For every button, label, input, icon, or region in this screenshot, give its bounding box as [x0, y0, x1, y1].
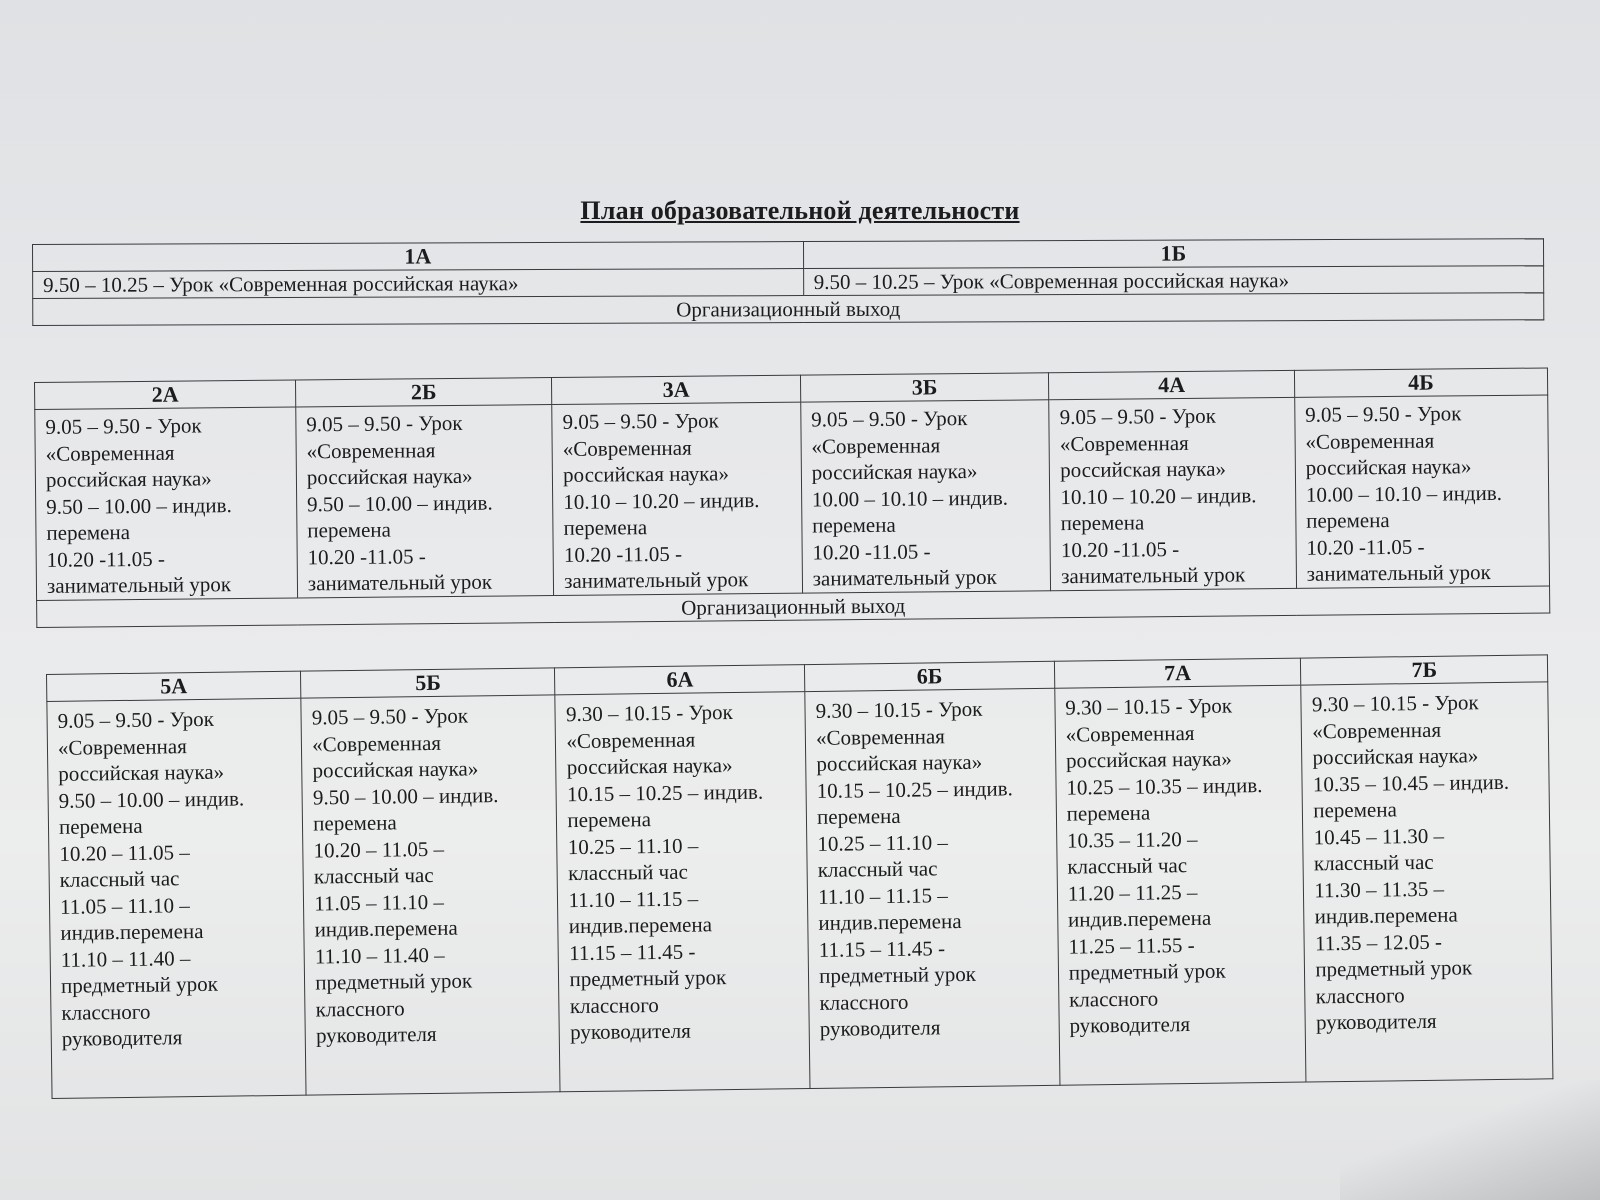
schedule-line: классного	[819, 989, 909, 1015]
schedule-line: 9.05 – 9.50 - Урок	[811, 406, 968, 432]
schedule-line: российская наука»	[58, 759, 225, 786]
schedule-line: 11.35 – 12.05 -	[1314, 929, 1443, 955]
schedule-cell-3b	[800, 400, 1050, 593]
class-header-5b: 5Б	[301, 668, 556, 698]
schedule-cell-3a	[552, 402, 802, 595]
schedule-line: перемена	[1066, 800, 1151, 826]
schedule-line: руководителя	[315, 1021, 437, 1048]
schedule-line: перемена	[58, 813, 143, 839]
schedule-table-grade-1	[32, 238, 1544, 326]
schedule-line: руководителя	[1069, 1012, 1191, 1038]
schedule-line: 10.20 -11.05 -	[1060, 536, 1180, 562]
schedule-line: 10.15 – 10.25 – индив.	[566, 779, 764, 806]
schedule-line: перемена	[1306, 507, 1390, 533]
schedule-line: российская наука»	[312, 756, 479, 783]
schedule-line: 10.20 -11.05 -	[563, 541, 683, 567]
schedule-line: российская наука»	[45, 466, 212, 492]
schedule-line: занимательный урок	[1061, 562, 1246, 589]
schedule-line: 9.05 – 9.50 - Урок	[311, 703, 469, 730]
class-header-5a: 5А	[47, 671, 302, 701]
schedule-line: российская наука»	[566, 753, 733, 780]
schedule-line: 10.45 – 11.30 –	[1313, 823, 1445, 849]
class-header-7b: 7Б	[1301, 655, 1548, 685]
schedule-line: 10.10 – 10.20 – индив.	[1060, 482, 1257, 509]
schedule-table-grades-2-4	[34, 367, 1550, 628]
schedule-line: «Современная	[815, 723, 945, 750]
schedule-line: классный час	[313, 862, 434, 889]
schedule-line: 9.05 – 9.50 - Урок	[45, 413, 202, 439]
schedule-line: классного	[61, 999, 151, 1025]
schedule-line: российская наука»	[1065, 746, 1232, 773]
schedule-line: 11.25 – 11.55 -	[1068, 932, 1195, 959]
schedule-line: 11.30 – 11.35 –	[1314, 876, 1445, 902]
class-header-2a: 2А	[35, 380, 296, 410]
schedule-line: руководителя	[61, 1025, 183, 1051]
schedule-line: классного	[1315, 982, 1405, 1008]
schedule-line: «Современная	[1312, 717, 1442, 743]
schedule-line: индив.перемена	[1314, 902, 1458, 929]
class-header-1b: 1Б	[803, 239, 1543, 269]
schedule-line: предметный урок	[1315, 955, 1473, 982]
schedule-line: занимательный урок	[564, 567, 749, 593]
schedule-line: 10.25 – 11.10 –	[817, 829, 949, 856]
schedule-line: индив.перемена	[818, 909, 962, 935]
schedule-line: 11.10 – 11.15 –	[817, 882, 948, 909]
schedule-line: «Современная	[57, 733, 187, 760]
schedule-line: классный час	[567, 859, 688, 886]
schedule-line: российская наука»	[562, 461, 729, 487]
schedule-line: перемена	[563, 515, 648, 540]
schedule-cell-7a	[1055, 685, 1307, 1085]
schedule-line: 9.05 – 9.50 - Урок	[562, 408, 719, 434]
schedule-cell-1b: 9.50 – 10.25 – Урок «Современная российская наука»	[803, 266, 1543, 296]
schedule-line: руководителя	[819, 1015, 941, 1041]
schedule-line: «Современная	[312, 730, 442, 757]
schedule-line: предметный урок	[315, 968, 473, 995]
schedule-line: предметный урок	[60, 971, 219, 998]
schedule-line: 9.50 – 10.00 – индив.	[46, 492, 232, 519]
schedule-line: индив.перемена	[568, 912, 713, 939]
schedule-line: классный час	[1313, 849, 1434, 876]
schedule-line: 9.30 – 10.15 - Урок	[815, 696, 983, 723]
schedule-line: «Современная	[1065, 720, 1195, 747]
schedule-line: перемена	[313, 810, 397, 836]
schedule-line: перемена	[816, 803, 901, 829]
class-header-4a: 4А	[1049, 370, 1295, 399]
schedule-cell-2a	[35, 407, 298, 600]
schedule-cell-6a	[555, 692, 810, 1092]
schedule-line: классный час	[59, 866, 180, 892]
schedule-line: 9.50 – 10.00 – индив.	[306, 490, 493, 516]
schedule-line: 10.20 – 11.05 –	[59, 839, 190, 866]
schedule-line: 9.30 – 10.15 - Урок	[1311, 690, 1479, 717]
schedule-line: «Современная	[306, 437, 436, 463]
schedule-line: 9.05 – 9.50 - Урок	[1305, 401, 1462, 427]
class-header-3b: 3Б	[800, 373, 1049, 402]
class-header-2b: 2Б	[295, 378, 552, 407]
schedule-cell-7b	[1301, 682, 1553, 1082]
schedule-line: 9.50 – 10.00 – индив.	[58, 785, 245, 813]
schedule-cell-2b	[296, 405, 554, 598]
schedule-line: занимательный урок	[307, 569, 493, 596]
schedule-line: занимательный урок	[46, 572, 232, 598]
schedule-line: 11.05 – 11.10 –	[59, 892, 190, 919]
schedule-line: 11.05 – 11.10 –	[314, 889, 445, 916]
schedule-line: 10.00 – 10.10 – индив.	[811, 485, 1009, 512]
schedule-table-grades-5-7	[46, 654, 1553, 1099]
schedule-line: российская наука»	[1312, 743, 1479, 770]
schedule-line: классного	[315, 995, 405, 1021]
schedule-line: классный час	[1067, 853, 1188, 879]
schedule-line: 10.15 – 10.25 – индив.	[816, 775, 1013, 803]
class-header-3a: 3А	[552, 375, 801, 404]
schedule-line: 11.10 – 11.40 –	[314, 942, 445, 969]
schedule-line: 11.15 – 11.45 -	[818, 935, 946, 962]
schedule-line: предметный урок	[1068, 958, 1226, 985]
schedule-line: 9.50 – 10.00 – индив.	[312, 782, 499, 810]
schedule-line: 10.10 – 10.20 – индив.	[563, 487, 760, 514]
schedule-cell-6b	[805, 688, 1060, 1088]
schedule-line: занимательный урок	[1306, 560, 1491, 586]
schedule-line: 11.20 – 11.25 –	[1067, 879, 1198, 906]
organizational-exit-row: Организационный выход	[33, 293, 1544, 326]
schedule-line: 10.00 – 10.10 – индив.	[1305, 480, 1503, 507]
schedule-line: 9.30 – 10.15 - Урок	[1065, 693, 1233, 720]
schedule-cell-5a	[47, 698, 306, 1098]
schedule-line: руководителя	[570, 1018, 691, 1045]
schedule-line: 10.20 -11.05 -	[307, 543, 426, 569]
schedule-line: предметный урок	[818, 961, 977, 988]
schedule-line: перемена	[307, 517, 392, 543]
schedule-line: 10.20 -11.05 -	[812, 538, 931, 565]
schedule-line: занимательный урок	[812, 564, 997, 591]
schedule-line: классный час	[817, 856, 938, 882]
schedule-line: российская наука»	[811, 458, 978, 485]
schedule-line: индив.перемена	[1067, 905, 1212, 932]
organizational-exit-row: Организационный выход	[37, 586, 1550, 628]
schedule-line: 9.05 – 9.50 - Урок	[306, 410, 463, 437]
schedule-line: перемена	[1060, 510, 1145, 536]
schedule-line: российская наука»	[816, 749, 983, 776]
schedule-cell-4b	[1294, 395, 1549, 588]
schedule-line: перемена	[1313, 797, 1397, 823]
schedule-line: «Современная	[562, 435, 692, 461]
schedule-line: перемена	[812, 512, 896, 538]
schedule-line: 9.05 – 9.50 - Урок	[57, 706, 214, 733]
schedule-line: индив.перемена	[314, 915, 458, 942]
schedule-line: перемена	[567, 807, 652, 833]
class-header-7a: 7А	[1054, 658, 1301, 688]
schedule-line: руководителя	[1315, 1008, 1437, 1035]
schedule-line: перемена	[46, 520, 131, 545]
schedule-line: классного	[569, 992, 659, 1018]
schedule-line: «Современная	[1305, 428, 1435, 454]
schedule-line: индив.перемена	[60, 918, 204, 945]
page-shadow	[1340, 1080, 1600, 1200]
schedule-line: «Современная	[566, 727, 696, 753]
schedule-line: «Современная	[45, 440, 175, 466]
schedule-line: предметный урок	[569, 965, 727, 992]
schedule-line: 11.15 – 11.45 -	[569, 939, 696, 965]
schedule-cell-5b	[301, 695, 560, 1095]
document-title: План образовательной деятельности	[580, 196, 1020, 225]
schedule-cell-1a: 9.50 – 10.25 – Урок «Современная российская наука»	[33, 269, 804, 299]
class-header-6b: 6Б	[805, 661, 1055, 691]
schedule-line: российская наука»	[1305, 454, 1472, 480]
schedule-line: 10.20 -11.05 -	[1306, 534, 1425, 560]
schedule-line: 10.25 – 11.10 –	[567, 832, 699, 859]
schedule-line: 11.10 – 11.40 –	[60, 945, 191, 972]
schedule-line: 11.10 – 11.15 –	[568, 885, 699, 912]
schedule-line: 10.20 – 11.05 –	[313, 836, 445, 863]
schedule-line: классного	[1068, 985, 1159, 1012]
class-header-4b: 4Б	[1294, 368, 1547, 397]
class-header-6a: 6А	[555, 665, 805, 695]
schedule-line: 9.30 – 10.15 - Урок	[565, 700, 733, 727]
schedule-line: 10.35 – 10.45 – индив.	[1312, 769, 1510, 796]
schedule-line: российская наука»	[1060, 456, 1227, 483]
schedule-line: российская наука»	[306, 463, 473, 490]
schedule-line: «Современная	[1059, 430, 1189, 456]
schedule-line: 10.20 -11.05 -	[46, 546, 166, 572]
schedule-line: 10.35 – 11.20 –	[1066, 826, 1198, 853]
schedule-line: «Современная	[811, 432, 941, 459]
schedule-line: 10.25 – 10.35 – индив.	[1066, 772, 1263, 800]
class-header-1a: 1А	[33, 242, 804, 272]
schedule-cell-4a	[1049, 397, 1296, 590]
schedule-line: 9.05 – 9.50 - Урок	[1059, 403, 1216, 430]
